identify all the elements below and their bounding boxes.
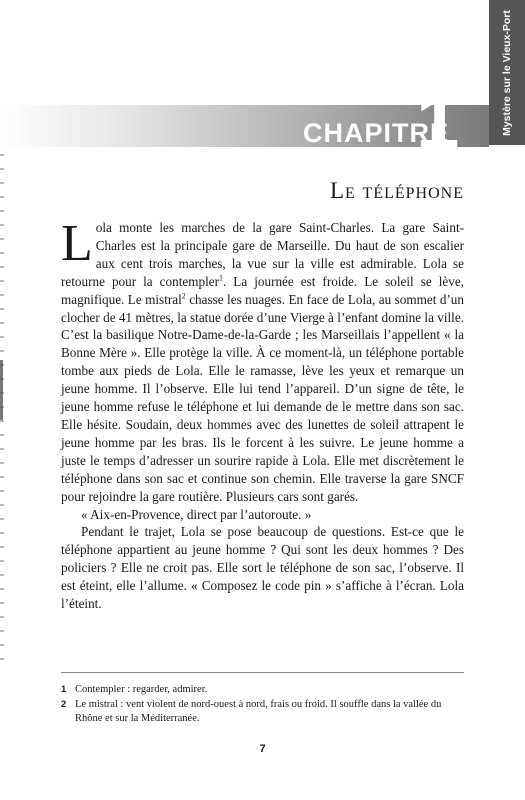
footnote-divider [61, 672, 464, 673]
paragraph: « Aix-en-Provence, direct par l’autoroute. » [81, 506, 312, 522]
chapter-title: Le téléphone [329, 178, 464, 203]
paragraph [61, 215, 464, 506]
paragraph-text: chasse les nuages. En face de Lola, au sommet d’un clocher de 41 mètres, la statue dorée d’une Vierge à l’enfant domine la ville. C’est la basilique Notre-Dame-de-la-Garde ; les Marseillais l’appellent « la Bonne Mère ». Elle protège la ville. À ce moment-là, un téléphone portable tombe aux pieds de Lola. Elle le ramasse, lève les yeux et remarque un jeune homme. Il l’observe. Elle lui tend l’appareil. D’un signe de tête, le jeune homme refuse le téléphone et lui demande de le mettre dans son sac. Elle hésite. Soudain, deux hommes avec des lunettes de soleil attrapent le jeune homme par les bras. Ils le forcent à les suivre. Le jeune homme a juste le temps d’adresser un sourire rapide à Lola. Elle met discrètement le téléphone dans son sac et continue son chemin. Elle traverse la gare SNCF pour rejoindre la gare routière. Plusieurs cars sont garés. [61, 291, 464, 504]
drop-cap: L [61, 215, 93, 272]
book-title-tab [489, 0, 525, 145]
footnote-text: Le mistral : vent violent de nord-ouest à nord, frais ou froid. Il souffle dans la vallée du Rhône et sur la Méditerranée. [75, 699, 442, 724]
chapter-label: CHAPITRE [302, 118, 449, 148]
footnote [61, 698, 464, 726]
footnote-number: 2 [61, 699, 67, 710]
footnote-ref: 1 [218, 273, 223, 283]
body-text [61, 215, 464, 613]
footnote-text: Contempler : regarder, admirer. [75, 684, 208, 695]
paragraph: Pendant le trajet, Lola se pose beaucoup de questions. Est-ce que le téléphone appartient au jeune homme ? Qui sont les deux hommes ? Des policiers ? Elle ne croit pas. Elle sort le téléphone de son sac, l’observe. Il est éteint, elle l’allume. « Composez le code pin » s’affiche à l’écran. Lola l’éteint. [61, 524, 464, 612]
paragraph-text: . La journée est froide. Le soleil se lève, magnifique. Le mistral [61, 273, 464, 307]
chapter-number: 1 [416, 77, 460, 165]
binding-edge-dark [0, 360, 3, 420]
footnotes [61, 683, 464, 727]
page-number: 7 [259, 743, 266, 755]
footnote-ref: 2 [181, 291, 186, 301]
book-title: Mystère sur le Vieux-Port [501, 9, 514, 136]
footnote-number: 1 [61, 684, 67, 695]
paragraph-text: ola monte les marches de la gare Saint-Charles. La gare Saint-Charles est la principale gare de Marseille. Du haut de son escalier aux cent trois marches, la vue sur la ville est admirable. Lola se retourne pour la contempler [61, 220, 464, 289]
footnote [61, 683, 464, 697]
